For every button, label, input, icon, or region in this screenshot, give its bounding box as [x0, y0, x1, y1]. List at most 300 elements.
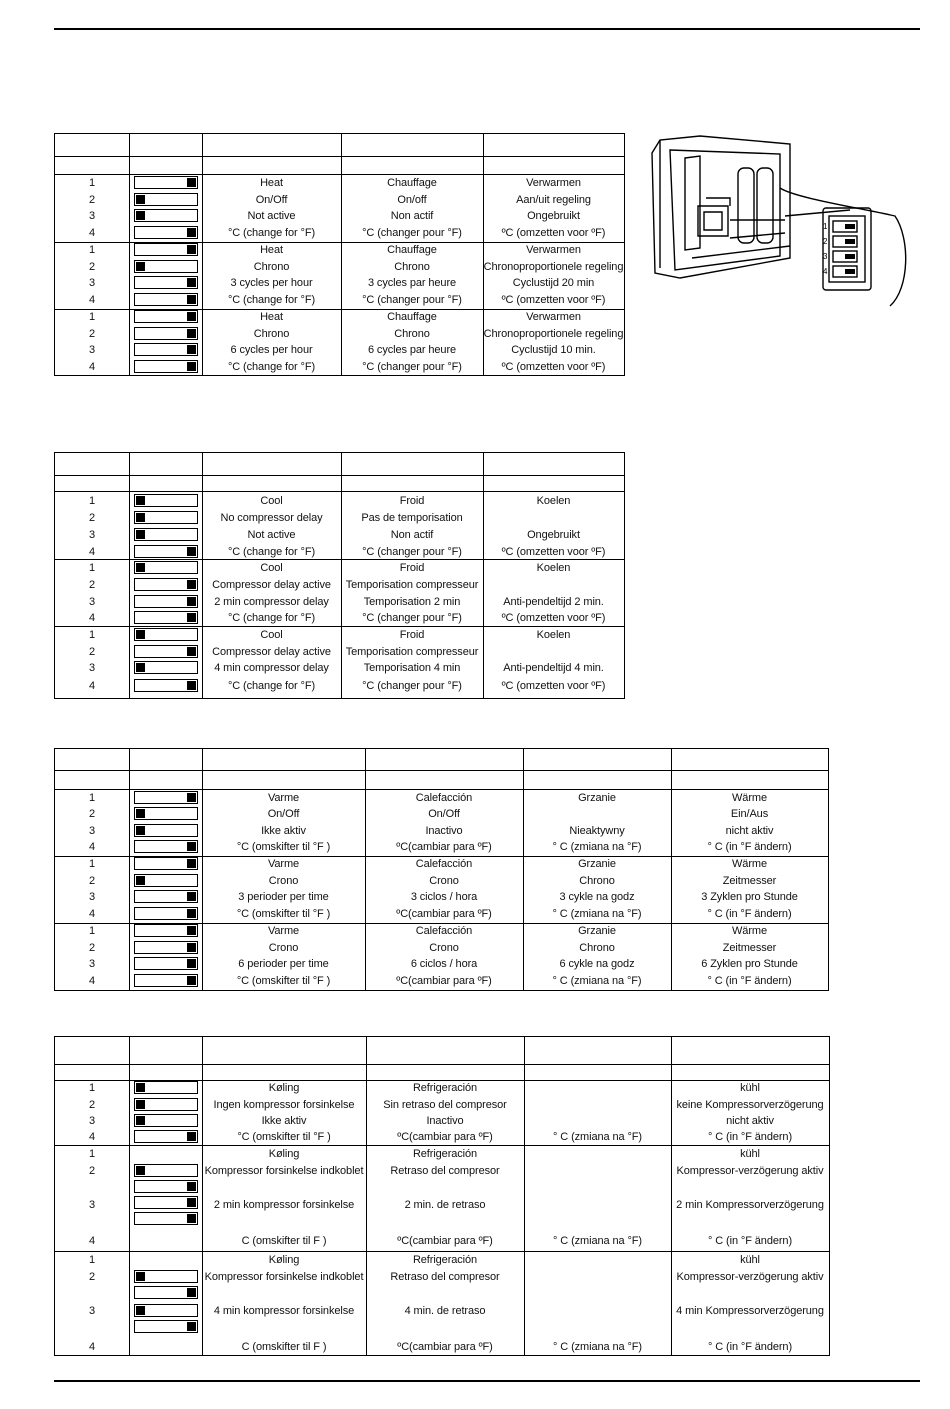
dip-switch: [134, 1081, 198, 1094]
setting-cell: Compressor delay active: [212, 646, 331, 658]
dip-switch: [134, 628, 198, 641]
setting-cell: Cyclustijd 20 min: [512, 277, 595, 289]
setting-cell: nicht aktiv: [726, 1115, 774, 1127]
setting-cell: °C (changer pour °F): [362, 680, 462, 692]
setting-cell: 3 cycles per hour: [230, 277, 313, 289]
setting-cell: [483, 577, 624, 593]
switch-knob: [187, 926, 196, 935]
switch-knob: [187, 329, 196, 338]
setting-cell: Calefacción: [415, 925, 473, 937]
dip-switch: [134, 611, 198, 624]
switch-number: 4: [88, 294, 96, 306]
switch-knob: [187, 1288, 196, 1297]
setting-cell: ° C (zmiana na °F): [552, 975, 642, 987]
setting-cell: 6 ciclos / hora: [410, 958, 478, 970]
dip-switch: [134, 941, 198, 954]
setting-cell: Verwarmen: [526, 311, 581, 323]
setting-cell: [524, 1163, 671, 1179]
setting-cell: Wärme: [732, 858, 767, 870]
switch-number: 2: [88, 579, 96, 591]
setting-cell: ° C (zmiana na °F): [552, 841, 642, 853]
switch-knob: [187, 312, 196, 321]
setting-cell: 2 min Kompressorverzögerung: [676, 1199, 824, 1211]
setting-cell: 2 min kompressor forsinkelse: [213, 1199, 355, 1211]
setting-cell: Refrigeración: [412, 1082, 478, 1094]
setting-cell: [524, 1197, 671, 1213]
switch-knob: [187, 613, 196, 622]
dip-switch: [134, 661, 198, 674]
switch-knob: [187, 278, 196, 287]
switch-number: 4: [88, 908, 96, 920]
switch-number: 3: [88, 344, 96, 356]
switch-knob: [136, 876, 145, 885]
setting-cell: °C (changer pour °F): [362, 612, 462, 624]
switch-knob: [136, 513, 145, 522]
setting-cell: Ikke aktiv: [261, 1115, 307, 1127]
dip-switch: [134, 260, 198, 273]
setting-cell: Crono: [268, 942, 299, 954]
dip-switch: [134, 1196, 198, 1209]
switch-knob: [187, 1198, 196, 1207]
switch-knob: [187, 547, 196, 556]
dip-switch: [134, 1320, 198, 1333]
dip-label-2: 2: [823, 237, 828, 246]
setting-cell: 6 cycles par heure: [367, 344, 457, 356]
setting-cell: nicht aktiv: [725, 825, 774, 837]
switch-knob: [187, 909, 196, 918]
switch-number: 4: [88, 361, 96, 373]
switch-knob: [187, 362, 196, 371]
switch-knob: [136, 1272, 145, 1281]
setting-cell: ° C (in °F ändern): [707, 975, 792, 987]
setting-cell: Ein/Aus: [730, 808, 769, 820]
switch-knob: [187, 597, 196, 606]
setting-cell: Not active: [247, 529, 296, 541]
dip-switch: [134, 807, 198, 820]
setting-cell: Inactivo: [425, 825, 463, 837]
switch-number: 3: [88, 825, 96, 837]
setting-cell: Chronoproportionele regeling: [483, 261, 624, 273]
switch-number: 2: [88, 1165, 96, 1177]
setting-cell: [524, 1252, 671, 1268]
setting-cell: Cool: [260, 562, 283, 574]
setting-cell: Chrono: [579, 942, 615, 954]
switch-number: 2: [88, 808, 96, 820]
setting-cell: Køling: [268, 1082, 300, 1094]
switch-number: 2: [88, 328, 96, 340]
switch-knob: [136, 1100, 145, 1109]
switch-knob: [187, 681, 196, 690]
switch-number: 4: [88, 1341, 96, 1353]
switch-number: 4: [88, 1131, 96, 1143]
setting-cell: Chrono: [253, 328, 290, 340]
setting-cell: ° C (in °F ändern): [707, 841, 792, 853]
setting-cell: [524, 1269, 671, 1285]
setting-cell: 4 min compressor delay: [214, 662, 329, 674]
dip-switch: [134, 209, 198, 222]
dip-switch: [134, 276, 198, 289]
setting-cell: On/Off: [255, 194, 288, 206]
setting-cell: [524, 1113, 671, 1129]
dip-switch: [134, 840, 198, 853]
setting-cell: Heat: [260, 177, 283, 189]
dip-switch: [134, 545, 198, 558]
switch-number: 3: [88, 1199, 96, 1211]
setting-cell: ºC (omzetten voor ºF): [501, 227, 606, 239]
setting-cell: Chauffage: [387, 311, 437, 323]
switch-knob: [187, 345, 196, 354]
setting-cell: Froid: [399, 562, 425, 574]
setting-cell: Wärme: [732, 925, 767, 937]
switch-number: 1: [88, 1082, 96, 1094]
setting-cell: Cyclustijd 10 min.: [511, 344, 596, 356]
switch-number: 4: [88, 975, 96, 987]
setting-cell: Crono: [429, 942, 459, 954]
dip-switch: [134, 1114, 198, 1127]
switch-number: 4: [88, 841, 96, 853]
switch-number: 1: [88, 562, 96, 574]
setting-cell: [523, 806, 671, 822]
setting-cell: °C (change for °F): [227, 612, 316, 624]
dip-switch: [134, 226, 198, 239]
switch-knob: [187, 892, 196, 901]
switch-number: 2: [88, 1271, 96, 1283]
setting-cell: °C (changer pour °F): [362, 361, 462, 373]
dip-switch: [134, 957, 198, 970]
dip-switch: [134, 1270, 198, 1283]
setting-cell: Heat: [260, 311, 283, 323]
setting-cell: 6 Zyklen pro Stunde: [701, 958, 798, 970]
switch-number: 3: [88, 210, 96, 222]
dip-switch: [134, 679, 198, 692]
setting-cell: Pas de temporisation: [361, 512, 463, 524]
switch-knob: [136, 1306, 145, 1315]
setting-cell: Froid: [399, 629, 425, 641]
setting-cell: 3 cykle na godz: [559, 891, 635, 903]
setting-cell: kühl: [740, 1082, 760, 1094]
thermostat-dip-switch-illustration: [640, 128, 915, 308]
switch-knob: [187, 228, 196, 237]
dip-switch: [134, 645, 198, 658]
setting-cell: Non actif: [390, 210, 434, 222]
setting-cell: ° C (zmiana na °F): [552, 908, 642, 920]
setting-cell: °C (change for °F): [227, 680, 316, 692]
setting-cell: 4 min. de retraso: [404, 1305, 486, 1317]
dip-switch: [134, 561, 198, 574]
switch-number: 2: [88, 512, 96, 524]
switch-knob: [187, 943, 196, 952]
setting-cell: Varme: [267, 858, 300, 870]
switch-number: 3: [88, 596, 96, 608]
setting-cell: On/off: [397, 194, 427, 206]
switch-knob: [187, 959, 196, 968]
dip-switch: [134, 890, 198, 903]
setting-cell: Varme: [267, 925, 300, 937]
setting-cell: 2 min compressor delay: [214, 596, 329, 608]
setting-cell: Retraso del compresor: [390, 1165, 500, 1177]
switch-number: 2: [88, 261, 96, 273]
setting-cell: Chrono: [394, 328, 430, 340]
setting-cell: [524, 1097, 671, 1113]
setting-cell: Zeitmesser: [722, 875, 777, 887]
setting-cell: ° C (in °F ändern): [707, 1235, 793, 1247]
switch-knob: [136, 262, 145, 271]
switch-number: 3: [88, 662, 96, 674]
setting-cell: Retraso del compresor: [390, 1271, 500, 1283]
setting-cell: [524, 1146, 671, 1162]
setting-cell: Ikke aktiv: [261, 825, 306, 837]
dip-switch: [134, 924, 198, 937]
setting-cell: Crono: [429, 875, 459, 887]
switch-knob: [187, 842, 196, 851]
switch-knob: [187, 295, 196, 304]
setting-cell: On/Off: [428, 808, 460, 820]
setting-cell: ºC (omzetten voor ºF): [501, 294, 606, 306]
switch-number: 2: [88, 194, 96, 206]
setting-cell: Zeitmesser: [722, 942, 777, 954]
switch-knob: [187, 178, 196, 187]
setting-cell: ºC(cambiar para ºF): [396, 841, 492, 853]
setting-cell: [524, 1080, 671, 1096]
setting-cell: kühl: [740, 1254, 760, 1266]
dip-switch: [134, 1098, 198, 1111]
switch-knob: [136, 563, 145, 572]
switch-number: 4: [88, 612, 96, 624]
setting-cell: 3 Zyklen pro Stunde: [701, 891, 798, 903]
setting-cell: °C (change for °F): [227, 361, 316, 373]
setting-cell: ° C (zmiana na °F): [553, 1341, 642, 1353]
dip-switch: [134, 1130, 198, 1143]
column-divider: [129, 134, 130, 375]
setting-cell: Wärme: [732, 792, 767, 804]
setting-cell: ºC(cambiar para ºF): [396, 975, 492, 987]
header-divider: [55, 475, 624, 476]
setting-cell: Køling: [268, 1254, 300, 1266]
switch-knob: [187, 1214, 196, 1223]
switch-number: 1: [88, 1148, 96, 1160]
setting-cell: Chronoproportionele regeling: [483, 328, 624, 340]
switch-number: 2: [88, 1099, 96, 1111]
setting-cell: °C (omskifter til °F ): [236, 841, 331, 853]
dip-switch: [134, 874, 198, 887]
dip-label-1: 1: [823, 222, 828, 231]
setting-cell: Koelen: [536, 562, 571, 574]
switch-number: 1: [88, 177, 96, 189]
setting-cell: 3 perioder per time: [238, 891, 329, 903]
setting-cell: °C (omskifter til °F ): [236, 908, 331, 920]
setting-cell: Chrono: [394, 261, 430, 273]
switch-knob: [136, 1166, 145, 1175]
setting-cell: Calefacción: [415, 858, 473, 870]
setting-cell: Heat: [260, 244, 283, 256]
dip-switch: [134, 1304, 198, 1317]
setting-cell: 2 min. de retraso: [404, 1199, 486, 1211]
dip-switch: [134, 857, 198, 870]
setting-cell: [483, 644, 624, 660]
setting-cell: C (omskifter til F ): [241, 1235, 327, 1247]
header-divider: [55, 1064, 829, 1065]
switch-number: 1: [88, 629, 96, 641]
switch-number: 1: [88, 925, 96, 937]
setting-cell: °C (changer pour °F): [362, 227, 462, 239]
switch-number: 1: [88, 792, 96, 804]
switch-knob: [187, 793, 196, 802]
setting-cell: ºC(cambiar para ºF): [397, 1235, 493, 1247]
setting-cell: Cool: [260, 629, 283, 641]
column-divider: [129, 453, 130, 698]
setting-cell: ºC(cambiar para ºF): [396, 908, 492, 920]
header-divider: [55, 770, 828, 771]
setting-cell: ° C (in °F ändern): [707, 1341, 793, 1353]
setting-cell: Kompressor forsinkelse indkoblet: [204, 1271, 364, 1283]
setting-cell: Calefacción: [415, 792, 473, 804]
switch-knob: [136, 663, 145, 672]
dip-switch: [134, 243, 198, 256]
dip-label-4: 4: [823, 267, 828, 276]
switch-knob: [136, 496, 145, 505]
setting-cell: Cool: [260, 495, 283, 507]
setting-cell: Varme: [267, 792, 300, 804]
setting-cell: [524, 1303, 671, 1319]
setting-cell: ° C (in °F ändern): [707, 908, 792, 920]
switch-knob: [136, 809, 145, 818]
setting-cell: °C (change for °F): [227, 227, 316, 239]
top-rule: [54, 28, 920, 30]
setting-cell: Ongebruikt: [527, 529, 580, 541]
dip-switch: [134, 327, 198, 340]
switch-number: 4: [88, 680, 96, 692]
setting-cell: Temporisation compresseur: [345, 579, 479, 591]
setting-cell: No compressor delay: [220, 512, 323, 524]
setting-cell: °C (change for °F): [227, 546, 316, 558]
cool-settings-table: [54, 452, 625, 699]
setting-cell: Nieaktywny: [569, 825, 625, 837]
setting-cell: On/Off: [267, 808, 300, 820]
setting-cell: Temporisation 2 min: [363, 596, 461, 608]
setting-cell: ° C (zmiana na °F): [553, 1131, 642, 1143]
switch-number: 2: [88, 646, 96, 658]
setting-cell: Grzanie: [578, 925, 616, 937]
switch-number: 4: [88, 1235, 96, 1247]
setting-cell: ºC (omzetten voor ºF): [501, 546, 606, 558]
switch-number: 3: [88, 1305, 96, 1317]
switch-number: 1: [88, 495, 96, 507]
dip-switch: [134, 360, 198, 373]
setting-cell: 4 min Kompressorverzögerung: [676, 1305, 824, 1317]
setting-cell: Kompressor-verzögerung aktiv: [676, 1165, 824, 1177]
dip-switch: [134, 511, 198, 524]
dip-switch: [134, 1212, 198, 1225]
setting-cell: °C (omskifter til °F ): [236, 975, 331, 987]
setting-cell: Crono: [268, 875, 299, 887]
setting-cell: Chauffage: [387, 177, 437, 189]
setting-cell: Temporisation 4 min: [363, 662, 461, 674]
setting-cell: °C (changer pour °F): [362, 546, 462, 558]
setting-cell: Chrono: [579, 875, 615, 887]
switch-knob: [187, 580, 196, 589]
switch-knob: [187, 1322, 196, 1331]
setting-cell: Kompressor forsinkelse indkoblet: [204, 1165, 364, 1177]
setting-cell: Sin retraso del compresor: [383, 1099, 507, 1111]
switch-number: 4: [88, 546, 96, 558]
switch-number: 2: [88, 875, 96, 887]
setting-cell: C (omskifter til F ): [241, 1341, 327, 1353]
switch-number: 4: [88, 227, 96, 239]
setting-cell: Verwarmen: [526, 177, 581, 189]
setting-cell: Koelen: [536, 495, 571, 507]
dip-switch: [134, 974, 198, 987]
switch-knob: [136, 630, 145, 639]
setting-cell: Koelen: [536, 629, 571, 641]
setting-cell: Kompressor-verzögerung aktiv: [676, 1271, 824, 1283]
setting-cell: 3 cycles par heure: [367, 277, 457, 289]
switch-number: 3: [88, 277, 96, 289]
setting-cell: ° C (zmiana na °F): [553, 1235, 642, 1247]
switch-number: 3: [88, 891, 96, 903]
setting-cell: °C (changer pour °F): [362, 294, 462, 306]
setting-cell: Anti-pendeltijd 2 min.: [503, 596, 604, 608]
setting-cell: 4 min kompressor forsinkelse: [213, 1305, 355, 1317]
cool-settings-table-multilang: [54, 1036, 830, 1356]
setting-cell: ° C (in °F ändern): [707, 1131, 793, 1143]
setting-cell: Refrigeración: [412, 1148, 478, 1160]
switch-knob: [136, 211, 145, 220]
setting-cell: kühl: [740, 1148, 760, 1160]
setting-cell: Verwarmen: [526, 244, 581, 256]
setting-cell: Compressor delay active: [212, 579, 331, 591]
dip-switch: [134, 176, 198, 189]
dip-switch: [134, 193, 198, 206]
dip-switch: [134, 1164, 198, 1177]
dip-switch: [134, 1286, 198, 1299]
dip-switch: [134, 824, 198, 837]
switch-number: 2: [88, 942, 96, 954]
setting-cell: 6 cykle na godz: [559, 958, 635, 970]
switch-knob: [187, 1132, 196, 1141]
setting-cell: Ongebruikt: [527, 210, 580, 222]
setting-cell: Froid: [399, 495, 425, 507]
switch-knob: [187, 1182, 196, 1191]
dip-switch: [134, 578, 198, 591]
dip-switch: [134, 528, 198, 541]
switch-number: 1: [88, 244, 96, 256]
dip-switch: [134, 907, 198, 920]
switch-knob: [187, 647, 196, 656]
switch-knob: [136, 195, 145, 204]
dip-label-3: 3: [823, 252, 828, 261]
switch-number: 1: [88, 1254, 96, 1266]
heat-settings-table: [54, 133, 625, 376]
setting-cell: °C (change for °F): [227, 294, 316, 306]
setting-cell: 6 cycles per hour: [230, 344, 313, 356]
setting-cell: Chauffage: [387, 244, 437, 256]
switch-number: 3: [88, 1115, 96, 1127]
setting-cell: Grzanie: [578, 792, 616, 804]
dip-switch: [134, 310, 198, 323]
setting-cell: [483, 510, 624, 526]
switch-knob: [136, 530, 145, 539]
setting-cell: Temporisation compresseur: [345, 646, 479, 658]
setting-cell: 6 perioder per time: [238, 958, 329, 970]
switch-knob: [136, 1083, 145, 1092]
setting-cell: Grzanie: [578, 858, 616, 870]
switch-knob: [136, 1116, 145, 1125]
setting-cell: Refrigeración: [412, 1254, 478, 1266]
setting-cell: keine Kompressorverzögerung: [676, 1099, 824, 1111]
dip-switch: [134, 494, 198, 507]
setting-cell: ºC (omzetten voor ºF): [501, 612, 606, 624]
dip-switch: [134, 293, 198, 306]
